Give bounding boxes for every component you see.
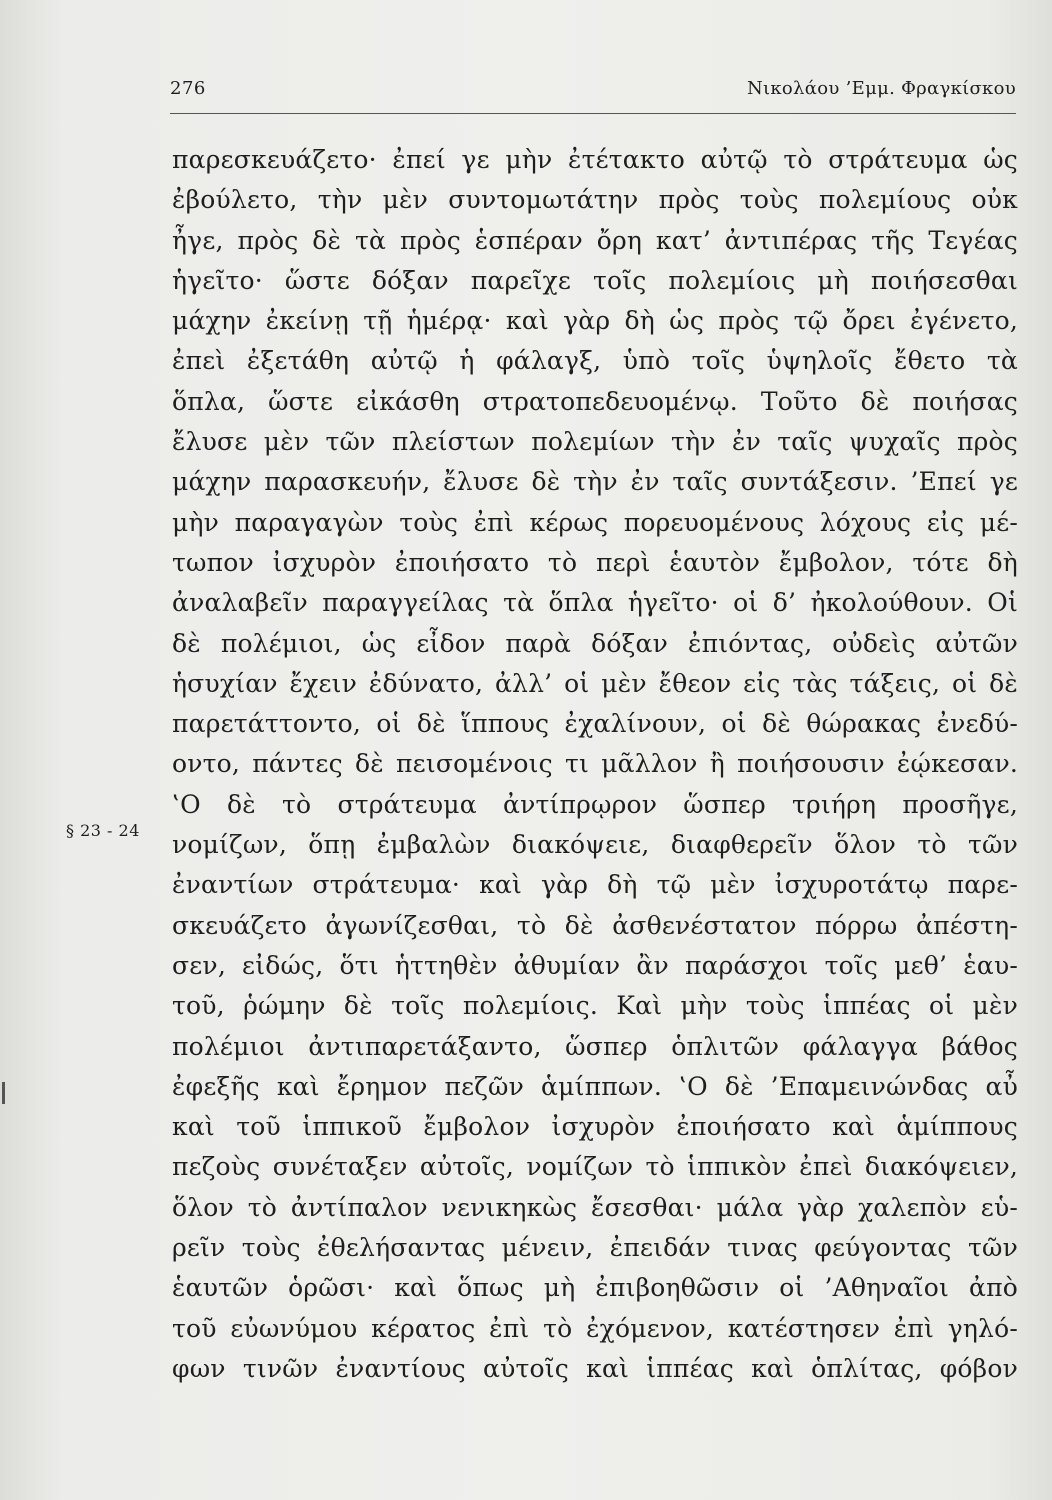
text-line: νομίζων, ὅπῃ ἐμβαλὼν διακόψειε, διαφθερεῖν ὅλον τὸ τῶν [172, 830, 1018, 860]
text-line: ἑαυτῶν ὁρῶσι· καὶ ὅπως μὴ ἐπιβοηθῶσιν οἱ ’Αθηναῖοι ἀπὸ [172, 1273, 1018, 1303]
text-line: ὅπλα, ὥστε εἰκάσθη στρατοπεδευομένῳ. Τοῦτο δὲ ποιήσας [172, 386, 1018, 416]
text-line: σκευάζετο ἀγωνίζεσθαι, τὸ δὲ ἀσθενέστατον πόρρω ἀπέστη- [172, 910, 1018, 940]
body-text [172, 140, 1018, 1389]
text-line: ἦγε, πρὸς δὲ τὰ πρὸς ἑσπέραν ὄρη κατ’ ἀντιπέρας τῆς Τεγέας [172, 225, 1018, 255]
text-line: καὶ τοῦ ἱππικοῦ ἔμβολον ἰσχυρὸν ἐποιήσατο καὶ ἁμίππους [172, 1112, 1018, 1142]
text-line: πεζοὺς συνέταξεν αὐτοῖς, νομίζων τὸ ἱππικὸν ἐπεὶ διακόψειεν, [172, 1152, 1018, 1182]
text-line: πολέμιοι ἀντιπαρετάξαντο, ὥσπερ ὁπλιτῶν φάλαγγα βάθος [172, 1031, 1018, 1061]
text-line: παρεσκευάζετο· ἐπεί γε μὴν ἐτέτακτο αὐτῷ τὸ στράτευμα ὡς [172, 145, 1018, 174]
text-line: ἐβούλετο, τὴν μὲν συντομωτάτην πρὸς τοὺς πολεμίους οὐκ [172, 185, 1018, 215]
text-line: παρετάττοντο, οἱ δὲ ἵππους ἐχαλίνουν, οἱ δὲ θώρακας ἐνεδύ- [172, 709, 1018, 739]
text-line: ὅλον τὸ ἀντίπαλον νενικηκὼς ἔσεσθαι· μάλα γὰρ χαλεπὸν εὑ- [172, 1192, 1018, 1222]
text-line: σεν, εἰδώς, ὅτι ἡττηθὲν ἀθυμίαν ἂν παράσχοι τοῖς μεθ’ ἑαυ- [172, 950, 1018, 980]
edge-mark [2, 1082, 5, 1104]
text-line: ‛Ο δὲ τὸ στράτευμα ἀντίπρῳρον ὥσπερ τριήρη προσῆγε, [172, 789, 1018, 819]
text-line: ἐπεὶ ἐξετάθη αὐτῷ ἡ φάλαγξ, ὑπὸ τοῖς ὑψηλοῖς ἔθετο τὰ [172, 346, 1018, 376]
text-line: ἔλυσε μὲν τῶν πλείστων πολεμίων τὴν ἐν ταῖς ψυχαῖς πρὸς [172, 427, 1018, 457]
text-line: ἐναντίων στράτευμα· καὶ γὰρ δὴ τῷ μὲν ἰσχυροτάτῳ παρε- [172, 870, 1018, 900]
running-head: Νικολάου ’Εμμ. Φραγκίσκου [746, 78, 1016, 99]
page-number: 276 [170, 78, 206, 99]
text-line: ἡγεῖτο· ὥστε δόξαν παρεῖχε τοῖς πολεμίοις μὴ ποιήσεσθαι [172, 265, 1018, 295]
text-line: τοῦ εὐωνύμου κέρατος ἐπὶ τὸ ἐχόμενον, κατέστησεν ἐπὶ γηλό- [172, 1313, 1018, 1343]
text-line: δὲ πολέμιοι, ὡς εἶδον παρὰ δόξαν ἐπιόντας, οὐδεὶς αὐτῶν [172, 628, 1018, 658]
text-line: ἐφεξῆς καὶ ἔρημον πεζῶν ἁμίππων. ‛Ο δὲ ’Επαμεινώνδας αὖ [172, 1071, 1018, 1101]
header-rule [170, 113, 1016, 114]
text-line: ρεῖν τοὺς ἐθελήσαντας μένειν, ἐπειδάν τινας φεύγοντας τῶν [172, 1233, 1018, 1263]
text-line: ἀναλαβεῖν παραγγείλας τὰ ὅπλα ἡγεῖτο· οἱ δ’ ἠκολούθουν. Οἱ [172, 588, 1018, 618]
text-line: τοῦ, ῥώμην δὲ τοῖς πολεμίοις. Καὶ μὴν τοὺς ἱππέας οἱ μὲν [172, 991, 1018, 1021]
page-header [170, 78, 1016, 108]
text-line: φων τινῶν ἐναντίους αὐτοῖς καὶ ἱππέας καὶ ὁπλίτας, φόβον [172, 1353, 1018, 1383]
text-line: μάχην παρασκευήν, ἔλυσε δὲ τὴν ἐν ταῖς συντάξεσιν. ’Επεί γε [172, 467, 1018, 497]
text-line: ἡσυχίαν ἔχειν ἐδύνατο, ἀλλ’ οἱ μὲν ἔθεον εἰς τὰς τάξεις, οἱ δὲ [172, 668, 1018, 698]
text-line: μὴν παραγαγὼν τοὺς ἐπὶ κέρως πορευομένους λόχους εἰς μέ- [172, 507, 1018, 537]
text-line: οντο, πάντες δὲ πεισομένοις τι μᾶλλον ἢ ποιήσουσιν ἐῴκεσαν. [172, 749, 1018, 779]
text-line: τωπον ἰσχυρὸν ἐποιήσατο τὸ περὶ ἑαυτὸν ἔμβολον, τότε δὴ [172, 547, 1018, 577]
text-line: μάχην ἐκείνῃ τῇ ἡμέρᾳ· καὶ γὰρ δὴ ὡς πρὸς τῷ ὄρει ἐγένετο, [172, 306, 1018, 336]
margin-section-note: § 23 - 24 [66, 821, 140, 840]
